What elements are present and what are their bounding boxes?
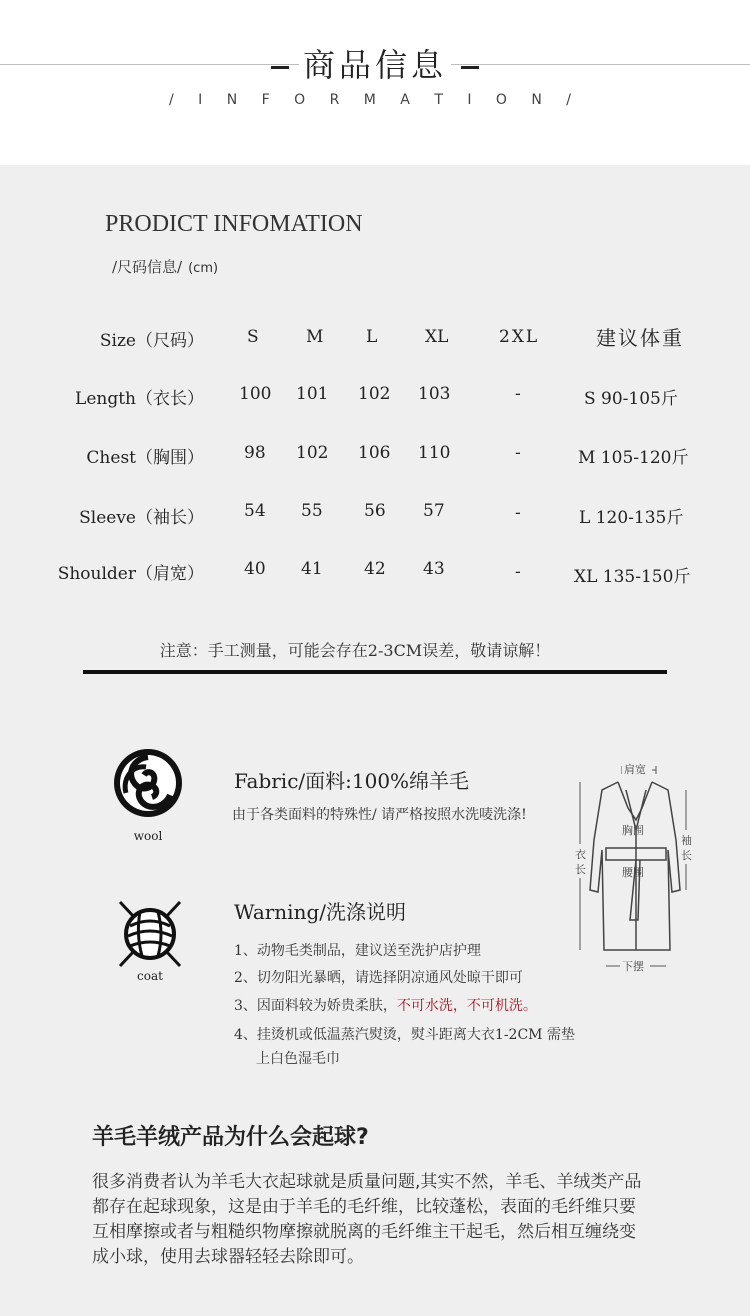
- weight-cell: S 90-105斤: [584, 389, 678, 409]
- table-cell: 106: [358, 443, 391, 463]
- table-cell: 110: [418, 443, 451, 463]
- table-cell: -: [515, 503, 521, 523]
- table-cell: -: [515, 384, 521, 404]
- table-cell: 41: [301, 559, 323, 579]
- wash-instruction-4: 4、挂烫机或低温蒸汽熨烫，熨斗距离大衣1-2CM 需垫: [234, 1027, 575, 1043]
- weight-cell: XL 135-150斤: [574, 567, 691, 587]
- wash-instruction-3: [234, 995, 537, 1015]
- table-cell: 57: [423, 501, 445, 521]
- fabric-title: Fabric/面料:100%绵羊毛: [234, 769, 470, 793]
- yarn-icon-label: coat: [137, 969, 163, 983]
- page-title: [0, 40, 750, 86]
- diagram-shoulder-label: 肩宽: [624, 763, 646, 776]
- coat-measurement-diagram: [566, 760, 716, 975]
- yarn-ball-icon: [114, 896, 186, 970]
- page-title-text: 商品信息: [299, 46, 451, 84]
- header-section: [0, 0, 750, 165]
- size-header-2xl: 2XL: [499, 327, 540, 347]
- row-length-label: Length（衣长）: [75, 389, 204, 409]
- section-divider: [83, 670, 667, 674]
- row-shoulder-label: Shoulder（肩宽）: [57, 564, 204, 584]
- row-sleeve-label: Sleeve（袖长）: [79, 508, 204, 528]
- warning-title: Warning/洗涤说明: [234, 900, 407, 924]
- table-cell: 42: [364, 559, 386, 579]
- diagram-chest-label: 胸围: [622, 824, 644, 837]
- weight-header: 建议体重: [596, 326, 684, 350]
- table-cell: 55: [301, 501, 323, 521]
- product-subtitle: [112, 256, 218, 277]
- diagram-waist-label: 腰围: [622, 866, 644, 879]
- size-header-m: M: [306, 327, 324, 347]
- size-header-label: Size（尺码）: [99, 331, 204, 351]
- size-header-xl: XL: [425, 327, 449, 347]
- wash-instruction-1: 1、动物毛类制品，建议送至洗护店护理: [234, 943, 481, 959]
- title-dash-right: [461, 66, 479, 69]
- measurement-note: 注意：手工测量，可能会存在2-3CM误差，敬请谅解！: [159, 641, 551, 660]
- faq-text: [92, 1170, 692, 1270]
- table-cell: 102: [296, 443, 329, 463]
- wool-icon: [112, 745, 184, 823]
- wash-instruction-4-cont: 上白色湿毛巾: [256, 1051, 340, 1067]
- wash-instruction-2: 2、切勿阳光暴晒，请选择阴凉通风处晾干即可: [234, 970, 523, 986]
- table-cell: 98: [244, 443, 266, 463]
- diagram-hem-label: 下摆: [622, 960, 644, 973]
- faq-line: 都存在起球现象，这是由于羊毛的毛纤维，比较蓬松，表面的毛纤维只要: [92, 1197, 636, 1217]
- product-title: PRODICT INFOMATION: [105, 211, 363, 237]
- wool-icon-label: wool: [133, 829, 163, 843]
- diagram-length-label-2: 长: [575, 863, 586, 876]
- table-cell: 54: [244, 501, 266, 521]
- page-subtitle: / I N F O R M A T I O N /: [168, 92, 582, 108]
- table-cell: 43: [423, 559, 445, 579]
- table-cell: 102: [358, 384, 391, 404]
- table-cell: 100: [239, 384, 272, 404]
- diagram-length-label-1: 衣: [575, 848, 586, 861]
- unit-label: (cm): [188, 261, 219, 276]
- faq-line: 很多消费者认为羊毛大衣起球就是质量问题,其实不然，羊毛、羊绒类产品: [92, 1172, 642, 1192]
- table-cell: -: [515, 562, 521, 582]
- faq-line: 成小球，使用去球器轻轻去除即可。: [92, 1247, 364, 1267]
- diagram-sleeve-label-2: 长: [681, 849, 692, 862]
- title-dash-left: [271, 66, 289, 69]
- faq-title: 羊毛羊绒产品为什么会起球?: [92, 1125, 369, 1150]
- faq-line: 互相摩擦或者与粗糙织物摩擦就脱离的毛纤维主干起毛，然后相互缠绕变: [92, 1222, 636, 1242]
- fabric-subtitle: 由于各类面料的特殊性/ 请严格按照水洗唛洗涤!: [232, 807, 527, 823]
- size-header-s: S: [247, 327, 259, 347]
- table-cell: 56: [364, 501, 386, 521]
- table-cell: 101: [296, 384, 329, 404]
- wash-instruction-3-text: 3、因面料较为娇贵柔肤，: [234, 998, 397, 1014]
- diagram-sleeve-label-1: 袖: [681, 834, 692, 847]
- size-header-l: L: [366, 327, 378, 347]
- size-info-label: /尺码信息/: [112, 258, 183, 276]
- table-cell: 103: [418, 384, 451, 404]
- weight-cell: L 120-135斤: [579, 508, 684, 528]
- table-cell: -: [515, 443, 521, 463]
- table-cell: 40: [244, 559, 266, 579]
- row-chest-label: Chest（胸围）: [86, 448, 204, 468]
- weight-cell: M 105-120斤: [578, 448, 689, 468]
- wash-warning-highlight: 不可水洗，不可机洗。: [396, 998, 537, 1014]
